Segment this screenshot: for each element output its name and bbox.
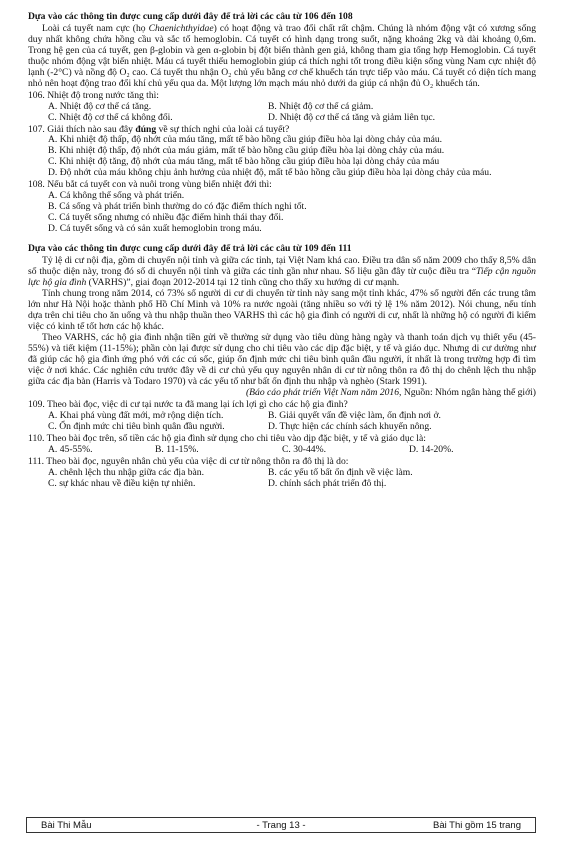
footer-right: Bài Thi gồm 15 trang [432, 820, 521, 831]
question-108: 108. Nếu bắt cá tuyết con và nuôi trong vùng biến nhiệt đới thì: [28, 179, 272, 191]
option-106-a[interactable]: A. Nhiệt độ cơ thể cá tăng. [48, 100, 152, 112]
question-111-options [28, 468, 536, 490]
page-footer [26, 817, 536, 833]
option-111-a[interactable]: A. chênh lệch thu nhập giữa các địa bàn. [48, 467, 204, 479]
option-108-c[interactable]: C. Cá tuyết sống nhưng có nhiều đặc điểm hình thái thay đổi. [48, 212, 284, 224]
option-110-a[interactable]: A. 45-55%. [48, 444, 93, 456]
section-1-title: Dựa vào các thông tin được cung cấp dưới đây để trả lời các câu từ 106 đến 108 [28, 11, 353, 22]
option-106-d[interactable]: D. Nhiệt độ cơ thể cá tăng và giảm liên tục. [268, 111, 436, 123]
section-2-paragraph-2: Tính chung trong năm 2014, có 73% số người di cư di chuyển từ tỉnh này sang một tỉnh khác, 47% số người đến các trung tâm lớn như Hà Nội hoặc thành phố Hồ Chí Minh và 10% ra nước ngoài (tăng nhiều so với tỷ lệ 1% năm 2012). Nói chung, nếu tính dựa trên chi tiêu cho ăn uống và thu nhập thuần theo VARHS thì các hộ gia đình có người di cư, nhất là những hộ có người đi kiếm việc có kinh tế tốt hơn các hộ khác. [28, 287, 536, 332]
question-109-options [28, 411, 536, 433]
passage-source: (Báo cáo phát triển Việt Nam năm 2016, Nguồn: Nhóm ngân hàng thế giới) [245, 387, 536, 399]
option-108-d[interactable]: D. Cá tuyết sống và có sản xuất hemoglobin trong máu. [48, 223, 262, 235]
option-106-b[interactable]: B. Nhiệt độ cơ thể cá giảm. [268, 100, 374, 112]
option-107-d[interactable]: D. Độ nhớt của máu không chịu ảnh hưởng của nhiệt độ, mất tế bào hồng cầu giúp điều hòa lại dòng chảy của máu. [48, 167, 492, 179]
option-109-b[interactable]: B. Giải quyết vấn đề việc làm, ổn định nơi ở. [268, 410, 441, 422]
question-108-options [28, 191, 536, 235]
option-110-d[interactable]: D. 14-20%. [409, 444, 454, 456]
section-1-passage: Loài cá tuyết nam cực (họ Chaenichthyidae) có hoạt động và trao đổi chất rất chậm. Chúng là nhóm động vật có xương sống duy nhất không chứa hồng cầu và sắc tố hemoglobin. Cá tuyết có hình dạng trong suốt, nặng khoảng 2kg và dài khoảng 0,6m. Trong hệ gen của cá tuyết, gen β-globin và gen α-globin bị đột biến thành gen giả, không tham gia tổng hợp Hemoglobin. Cá tuyết thuộc nhóm động vật biến nhiệt. Máu cá tuyết thiếu hemoglobin giúp cá thích nghi tốt trong điều kiện sống vùng Nam cực nhiệt độ lạnh (-2°C) và nồng độ O₂ cao. Cá tuyết thu nhận O₂ chủ yếu bằng cơ chế khuếch tán trực tiếp vào máu. Cá tuyết có diện tích mang nhỏ nên hoạt động trao đổi khí chủ yếu qua da. Một lượng lớn mạch máu nhỏ dưới da giúp cá nhận đủ O₂ khuếch tán. [28, 22, 536, 89]
option-106-c[interactable]: C. Nhiệt độ cơ thể cá không đổi. [48, 111, 173, 123]
question-106-options [28, 102, 536, 124]
question-109: 109. Theo bài đọc, việc di cư tại nước ta đã mang lại ích lợi gì cho các hộ gia đình? [28, 399, 348, 411]
option-108-b[interactable]: B. Cá sống và phát triển bình thường do có đặc điểm thích nghi tốt. [48, 201, 307, 213]
page-content [28, 12, 536, 490]
option-110-c[interactable]: C. 30-44%. [282, 444, 326, 456]
option-109-c[interactable]: C. Ổn định mức chi tiêu bình quân đầu người. [48, 421, 225, 433]
footer-page-number: - Trang 13 - [256, 820, 306, 831]
option-108-a[interactable]: A. Cá không thể sống và phát triển. [48, 190, 185, 202]
option-111-d[interactable]: D. chính sách phát triển đô thị. [268, 478, 387, 490]
question-107-options [28, 135, 536, 179]
option-109-a[interactable]: A. Khai phá vùng đất mới, mở rộng diện tích. [48, 410, 224, 422]
option-111-b[interactable]: B. các yếu tố bất ổn định về việc làm. [268, 467, 413, 479]
footer-left: Bài Thi Mẫu [41, 820, 92, 831]
question-110-options [28, 445, 536, 456]
option-110-b[interactable]: B. 11-15%. [155, 444, 199, 456]
option-107-c[interactable]: C. Khi nhiệt độ tăng, độ nhớt của máu tăng, mất tế bào hồng cầu giúp điều hòa lại dòng chảy của máu [48, 156, 440, 168]
question-106: 106. Nhiệt độ trong nước tăng thì: [28, 89, 159, 101]
option-107-b[interactable]: B. Khi nhiệt độ thấp, độ nhớt của máu giảm, mất tế bào hồng cầu giúp điều hòa lại dòng chảy của máu. [48, 145, 445, 157]
option-111-c[interactable]: C. sự khác nhau về điều kiện tự nhiên. [48, 478, 196, 490]
section-2-title: Dựa vào các thông tin được cung cấp dưới đây để trả lời các câu từ 109 đến 111 [28, 243, 352, 255]
question-107: 107. Giải thích nào sau đây đúng về sự thích nghi của loài cá tuyết? [28, 123, 290, 135]
question-110: 110. Theo bài đọc trên, số tiền các hộ gia đình sử dụng cho chi tiêu vào dịp đặc biệt, y tế và giáo dục là: [28, 433, 426, 445]
section-2-paragraph-1: Tỷ lệ di cư nội địa, gồm di chuyển nội tỉnh và giữa các tỉnh, tại Việt Nam khá cao. Điều tra dân số năm 2009 cho thấy 8,5% dân số thuộc diện này, trong đó số di chuyển nội tỉnh và giữa các tỉnh gần như nhau. Số liệu gần đây từ cuộc điều tra “Tiếp cận nguồn lực hộ gia đình (VARHS)”, giai đoạn 2012-2014 tại 12 tỉnh cũng cho thấy xu hướng di cư mạnh. [28, 255, 536, 288]
question-111: 111. Theo bài đọc, nguyên nhân chủ yếu của việc di cư từ nông thôn ra đô thị là do: [28, 456, 349, 468]
option-107-a[interactable]: A. Khi nhiệt độ thấp, độ nhớt của máu tăng, mất tế bào hồng cầu giúp điều hòa lại dòng chảy của máu. [48, 134, 443, 146]
option-109-d[interactable]: D. Thực hiện các chính sách khuyến nông. [268, 421, 432, 433]
section-2-paragraph-3: Theo VARHS, các hộ gia đình nhận tiền gửi về thường sử dụng vào tiêu dùng hàng ngày và thanh toán dịch vụ thiết yếu (45-55%) và tiết kiệm (11-15%); phần còn lại được sử dụng cho chi tiêu vào các dịp đặc biệt, y tế và giáo dục. Nhưng di cư dường như đã giúp các hộ gia đình ứng phó với các cú sốc, giúp ổn định mức chi tiêu bình quân đầu người, ít nhất là trong trường hợp đi tìm việc ở nơi khác. Các nghiên cứu trước đây về di cư chủ yếu quy nguyên nhân di cư từ nông thôn ra đô thị do chênh lệch thu nhập giữa các địa bàn (Harris và Todaro 1970) và các yếu tố như bất ổn định thu nhập và nghèo (Stark 1991). [28, 331, 536, 387]
